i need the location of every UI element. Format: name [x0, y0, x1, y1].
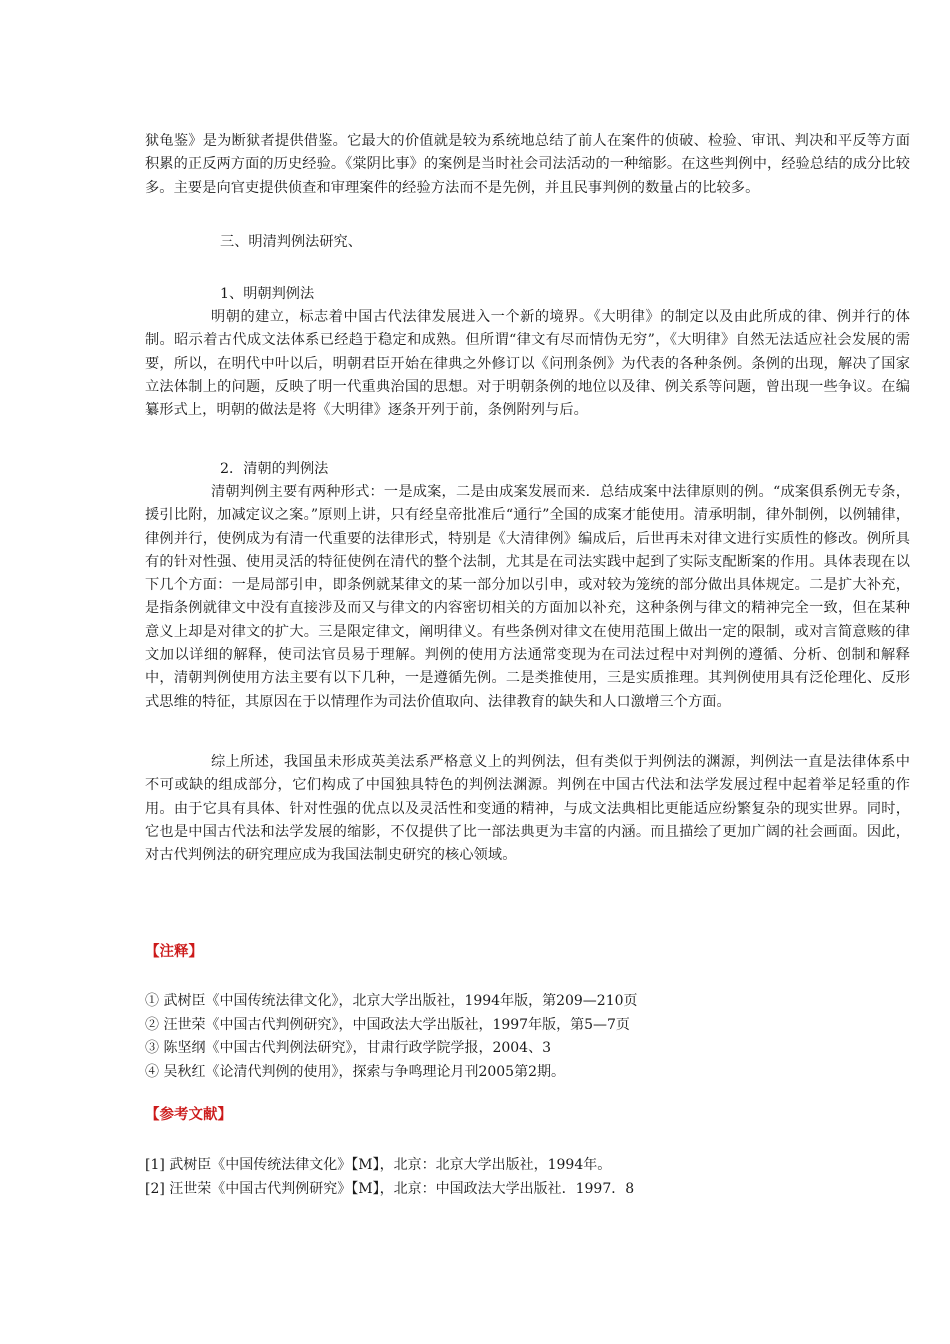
paragraph-qing: 清朝判例主要有两种形式：一是成案，二是由成案发展而来．总结成案中法律原则的例。“成案俱系例无专条，援引比附，加减定议之案。”原则上讲，只有经皇帝批准后“通行”全国的成案才能使用。清承明制，律外制例，以例辅律，律例并行，使例成为有清一代重要的法律形式，特别是《大清律例》编成后，后世再未对律文进行实质性的修改。例所具有的针对性强、使用灵活的特征使例在清代的整个法制，尤其是在司法实践中起到了实际支配断案的作用。具体表现在以下几个方面：一是局部引申，即条例就某律文的某一部分加以引申，或对较为笼统的部分做出具体规定。二是扩大补充，是指条例就律文中没有直接涉及而又与律文的内容密切相关的方面加以补充，这种条例与律文的精神完全一致，但在某种意义上却是对律文的扩大。三是限定律文，阐明律义。有些条例对律文在使用范围上做出一定的限制，或对言简意赅的律文加以详细的解释，使司法官员易于理解。判例的使用方法通常变现为在司法过程中对判例的遵循、分析、创制和解释中，清朝判例使用方法主要有以下几种，一是遵循先例。二是类推使用，三是实质推理。其判例使用具有泛伦理化、反形式思维的特征，其原因在于以情理作为司法价值取向、法律教育的缺失和人口激增三个方面。 [145, 484, 911, 710]
paragraph-ming: 明朝的建立，标志着中国古代法律发展进入一个新的境界。《大明律》的制定以及由此所成的律、例并行的体制。昭示着古代成文法体系已经趋于稳定和成熟。但所谓“律文有尽而情伪无穷”，《大明律》自然无法适应社会发展的需要，所以，在明代中叶以后，明朝君臣开始在律典之外修订以《问刑条例》为代表的各种条例。条例的出现，解决了国家立法体制上的问题，反映了明一代重典治国的思想。对于明朝条例的地位以及律、例关系等问题，曾出现一些争议。在编纂形式上，明朝的做法是将《大明律》逐条开列于前，条例附列与后。 [145, 309, 910, 419]
note-item: ③ 陈坚纲《中国古代判例法研究》，甘肃行政学院学报，2004、3 [145, 1040, 551, 1056]
subheading-ming: 1、明朝判例法 [220, 286, 315, 302]
section-heading-ming-qing: 三、明清判例法研究、 [220, 234, 362, 250]
paragraph-conclusion: 综上所述，我国虽未形成英美法系严格意义上的判例法，但有类似于判例法的渊源，判例法一直是法律体系中不可或缺的组成部分，它们构成了中国独具特色的判例法渊源。判例在中国古代法和法学发展过程中起着举足轻重的作用。由于它具有具体、针对性强的优点以及灵活性和变通的精神，与成文法典相比更能适应纷繁复杂的现实世界。同时，它也是中国古代法和法学发展的缩影，不仅提供了比一部法典更为丰富的内涵。而且描绘了更加广阔的社会画面。因此，对古代判例法的研究理应成为我国法制史研究的核心领域。 [145, 754, 910, 864]
references-list [145, 1154, 634, 1201]
notes-title: 【注释】 [145, 943, 203, 960]
reference-item: [1] 武树臣《中国传统法律文化》【M】，北京：北京大学出版社，1994年。 [145, 1157, 612, 1173]
note-item: ① 武树臣《中国传统法律文化》，北京大学出版社，1994年版，第209—210页 [145, 993, 638, 1009]
notes-list [145, 990, 638, 1084]
subheading-qing: 2．清朝的判例法 [220, 461, 329, 477]
note-item: ② 汪世荣《中国古代判例研究》，中国政法大学出版社，1997年版，第5—7页 [145, 1016, 630, 1033]
references-title: 【参考文献】 [145, 1106, 232, 1123]
paragraph-intro: 狱龟鉴》是为断狱者提供借鉴。它最大的价值就是较为系统地总结了前人在案件的侦破、检验、审讯、判决和平反等方面积累的正反两方面的历史经验。《棠阴比事》的案例是当时社会司法活动的一种缩影。在这些判例中，经验总结的成分比较多。主要是向官吏提供侦查和审理案件的经验方法而不是先例，并且民事判例的数量占的比较多。 [145, 133, 910, 196]
note-item: ④ 吴秋红《论清代判例的使用》，探索与争鸣理论月刊2005第2期。 [145, 1063, 565, 1080]
reference-item: [2] 汪世荣《中国古代判例研究》【M】，北京：中国政法大学出版社．1997．8 [145, 1180, 635, 1197]
